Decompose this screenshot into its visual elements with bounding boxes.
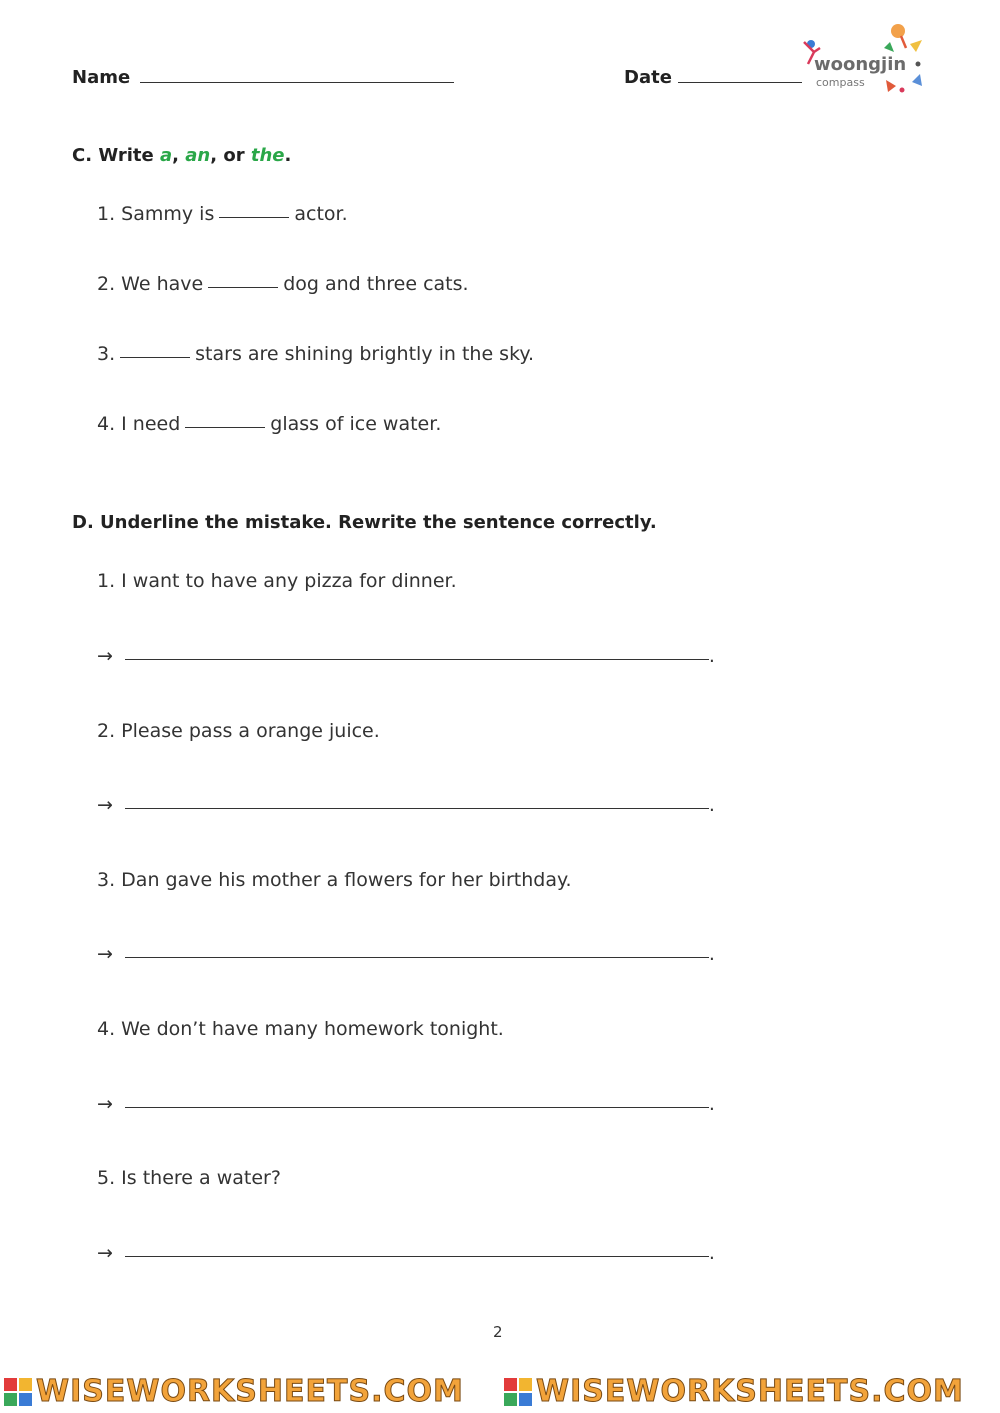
watermark-text: WISEWORKSHEETS.COM	[536, 1374, 964, 1409]
name-input-line[interactable]	[140, 68, 454, 83]
section-d-question: 5. Is there a water?	[97, 1167, 281, 1189]
question-text: dog and three cats.	[283, 273, 469, 295]
period: .	[708, 1242, 715, 1264]
question-text: 3.	[97, 343, 116, 365]
question-text: 2. We have	[97, 273, 204, 295]
option-an: an	[185, 145, 211, 166]
logo-brand: woongjin	[814, 54, 907, 75]
answer-blank[interactable]	[208, 286, 278, 288]
answer-row	[97, 943, 715, 965]
answer-row	[97, 794, 715, 816]
answer-blank[interactable]	[120, 356, 190, 358]
section-d-question: 4. We don’t have many homework tonight.	[97, 1018, 504, 1040]
wise-logo-icon	[4, 1378, 32, 1406]
answer-row	[97, 1093, 715, 1115]
logo-subtext: compass	[816, 76, 865, 89]
woongjin-compass-logo	[798, 22, 928, 100]
wise-logo-icon	[504, 1378, 532, 1406]
answer-row	[97, 645, 715, 667]
section-c-question	[97, 343, 534, 365]
arrow-icon: →	[97, 645, 113, 667]
period: .	[708, 1093, 715, 1115]
period: .	[708, 943, 715, 965]
period: .	[708, 794, 715, 816]
answer-blank[interactable]	[219, 216, 289, 218]
title-end: .	[284, 145, 292, 166]
answer-line[interactable]	[125, 956, 709, 958]
option-the: the	[250, 145, 285, 166]
answer-line[interactable]	[125, 807, 709, 809]
question-text: stars are shining brightly in the sky.	[195, 343, 534, 365]
watermark-text: WISEWORKSHEETS.COM	[36, 1374, 464, 1409]
section-d-question: 1. I want to have any pizza for dinner.	[97, 570, 457, 592]
name-field-row	[72, 67, 454, 88]
section-c-question	[97, 203, 348, 225]
question-text: glass of ice water.	[270, 413, 442, 435]
section-d-title: D. Underline the mistake. Rewrite the sentence correctly.	[72, 512, 657, 533]
date-label: Date	[624, 67, 672, 88]
answer-blank[interactable]	[185, 426, 265, 428]
arrow-icon: →	[97, 794, 113, 816]
answer-line[interactable]	[125, 1106, 709, 1108]
section-c-question	[97, 273, 469, 295]
section-c-prefix: C. Write	[72, 145, 160, 166]
arrow-icon: →	[97, 1093, 113, 1115]
date-field-row	[624, 67, 802, 88]
section-c-title	[72, 145, 291, 166]
answer-line[interactable]	[125, 1255, 709, 1257]
period: .	[708, 645, 715, 667]
sep-1: ,	[172, 145, 186, 166]
question-text: actor.	[294, 203, 348, 225]
sep-2: , or	[210, 145, 251, 166]
section-d-question: 2. Please pass a orange juice.	[97, 720, 380, 742]
question-text: 4. I need	[97, 413, 181, 435]
arrow-icon: →	[97, 943, 113, 965]
arrow-icon: →	[97, 1242, 113, 1264]
question-text: 1. Sammy is	[97, 203, 215, 225]
footer-watermark-bar	[0, 1372, 1000, 1413]
answer-line[interactable]	[125, 658, 709, 660]
page-number: 2	[493, 1323, 503, 1341]
date-input-line[interactable]	[678, 68, 802, 83]
name-label: Name	[72, 67, 131, 88]
section-c-question	[97, 413, 441, 435]
answer-row	[97, 1242, 715, 1264]
section-d-question: 3. Dan gave his mother a flowers for her birthday.	[97, 869, 572, 891]
option-a: a	[159, 145, 173, 166]
